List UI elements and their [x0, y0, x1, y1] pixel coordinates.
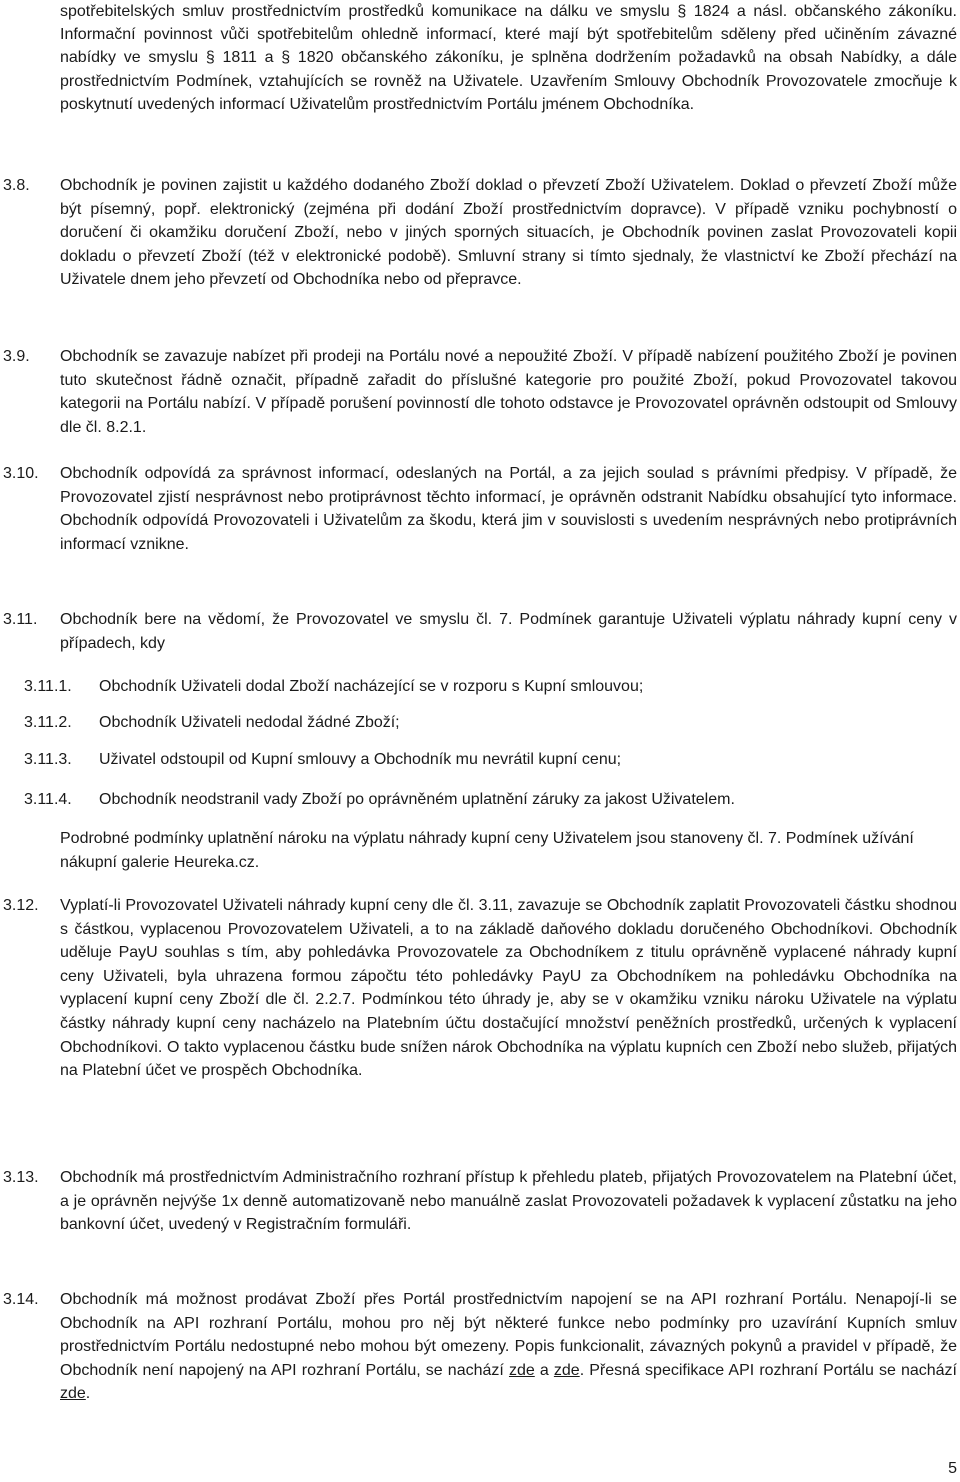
- section-text: Obchodník odpovídá za správnost informací, odeslaných na Portál, a za jejich soulad s právními předpisy. V případě, že Provozovatel zjistí nesprávnost nebo protiprávnost těchto informací, je oprávněn odstranit Nabídku obsahující tyto informace. Obchodník odpovídá Provozovateli i Uživatelům za škodu, která jim v souvislosti s uvedením nesprávných nebo protiprávních informací vznikne.: [60, 465, 957, 553]
- section-number: 3.12.: [3, 897, 39, 914]
- api-description-link-2[interactable]: zde: [553, 1361, 580, 1379]
- section-text: Obchodník se zavazuje nabízet při prodeji na Portálu nové a nepoužité Zboží. V případě nabízení použitého Zboží je povinen tuto skutečnost řádně označit, případně zařadit do příslušné kategorie pro použité Zboží, pokud Provozovatel takovou kategorii na Portálu nabízí. V případě porušení povinností dle tohoto odstavce je Provozovatel oprávněn odstoupit od Smlouvy dle čl. 8.2.1.: [60, 348, 957, 436]
- subitem-number: 3.11.4.: [24, 791, 72, 808]
- section-text: Vyplatí-li Provozovatel Uživateli náhrady kupní ceny dle čl. 3.11, zavazuje se Obchodník zaplatit Provozovateli částku shodnou s částkou, vyplacenou Provozovatelem Uživateli, a to na základě daňového dokladu doručeného Obchodníkovi. Obchodník uděluje PayU souhlas s tím, aby pohledávka Provozovatele za Obchodníkem z titulu oprávněně vyplacené náhrady kupní ceny Uživateli, byla uhrazena formou zápočtu této pohledávky PayU za Obchodníkem na pohledávku Obchodníka na vyplacení kupní ceny Zboží dle čl. 2.2.7. Podmínkou této úhrady je, aby se v okamžiku vzniku nároku Uživatele na výplatu částky náhrady kupní ceny nacházelo na Platebním účtu dostačující množství peněžních prostředků, určených k vyplacení Obchodníkovi. O takto vyplacenou částku bude snížen nárok Obchodníka na výplatu kupních cen Zboží nebo služeb, přijatých na Platební účet ve prospěch Obchodníka.: [60, 897, 957, 1080]
- section-3-14: [0, 1288, 957, 1406]
- section-text: Obchodník má prostřednictvím Administračního rozhraní přístup k přehledu plateb, přijatých Provozovatelem na Platební účet, a je oprávněn nejvýše 1x denně automatizovaně nebo manuálně zaslat Provozovateli požadavek k vyplacení zůstatku na jeho bankovní účet, uvedený v Registračním formuláři.: [60, 1169, 957, 1234]
- section-3-12: [0, 894, 957, 1083]
- section-3-13: [0, 1166, 957, 1237]
- page-number: 5: [948, 1460, 957, 1477]
- section-number: 3.13.: [3, 1169, 39, 1186]
- section-number: 3.10.: [3, 465, 39, 482]
- section-number: 3.9.: [3, 348, 30, 365]
- section-3-9: [0, 345, 957, 439]
- api-description-link-1[interactable]: zde: [508, 1361, 535, 1379]
- list-item: [0, 675, 957, 699]
- section-3-8: [0, 174, 957, 292]
- section-3-11: [0, 608, 957, 655]
- intro-paragraph: spotřebitelských smluv prostřednictvím prostředků komunikace na dálku ve smyslu § 1824 a násl. občanského zákoníku. Informační povinnost vůči spotřebitelům ohledně informací, které mají být spotřebitelům sděleny před učiněním závazné nabídky ve smyslu § 1811 a § 1820 občanského zákoníku, je splněna dodržením požadavků na obsah Nabídky, a dále prostřednictvím Podmínek, vztahujících se rovněž na Uživatele. Uzavřením Smlouvy Obchodník Provozovatele zmocňuje k poskytnutí uvedených informací Uživatelům prostřednictvím Portálu jménem Obchodníka.: [60, 3, 957, 113]
- subitem-number: 3.11.1.: [24, 678, 72, 695]
- subitem-number: 3.11.3.: [24, 751, 72, 768]
- section-text-part: Obchodník má možnost prodávat Zboží přes Portál prostřednictvím napojení se na API rozhraní Portálu. Nenapojí-li se Obchodník na API rozhraní Portálu, mohou pro něj být některé funkce nebo podmínky pro uzavírání Kupních smluv prostřednictvím Portálu nedostupné nebo mohou být omezeny. Popis funkcionalit, závazných pokynů a pravidel v případě, že Obchodník není napojený na API rozhraní Portálu, se nachází: [60, 1291, 957, 1379]
- section-text-part: a: [534, 1361, 554, 1379]
- section-text-part: .: [85, 1385, 91, 1403]
- section-3-10: [0, 462, 957, 556]
- section-number: 3.14.: [3, 1291, 39, 1308]
- section-number: 3.8.: [3, 177, 30, 194]
- section-text-part: . Přesná specifikace API rozhraní Portálu se nachází: [579, 1361, 958, 1379]
- note-paragraph: Podrobné podmínky uplatnění nároku na výplatu náhrady kupní ceny Uživatelem jsou stanoveny čl. 7. Podmínek užívání nákupní galerie Heureka.cz.: [60, 830, 914, 871]
- section-number: 3.11.: [3, 611, 38, 628]
- list-item: [0, 748, 957, 772]
- subitem-number: 3.11.2.: [24, 714, 72, 731]
- subitem-text: Obchodník Uživateli nedodal žádné Zboží;: [99, 714, 400, 731]
- subitem-text: Obchodník Uživateli dodal Zboží nacházející se v rozporu s Kupní smlouvou;: [99, 678, 644, 695]
- api-specification-link[interactable]: zde: [60, 1385, 86, 1403]
- section-text: Obchodník je povinen zajistit u každého dodaného Zboží doklad o převzetí Zboží Uživatelem. Doklad o převzetí Zboží může být písemný, popř. elektronický (zejména při dodání Zboží prostřednictvím dopravce). V případě vzniku pochybností o doručení či okamžiku doručení Zboží, nebo v jiných sporných situacích, je Obchodník povinen zaslat Provozovateli kopii dokladu o převzetí Zboží (též v elektronické podobě). Smluvní strany si tímto sjednaly, že vlastnictví ke Zboží přechází na Uživatele dnem jeho převzetí od Obchodníka nebo od přepravce.: [60, 177, 957, 289]
- list-item: [0, 711, 957, 735]
- subitem-text: Obchodník neodstranil vady Zboží po oprávněném uplatnění záruky za jakost Uživatelem.: [99, 791, 735, 808]
- section-text: Obchodník bere na vědomí, že Provozovatel ve smyslu čl. 7. Podmínek garantuje Uživateli výplatu náhrady kupní ceny v případech, kdy: [60, 611, 957, 652]
- list-item: [0, 788, 957, 812]
- section-text: [60, 1288, 957, 1406]
- subitem-text: Uživatel odstoupil od Kupní smlouvy a Obchodník mu nevrátil kupní cenu;: [99, 751, 622, 768]
